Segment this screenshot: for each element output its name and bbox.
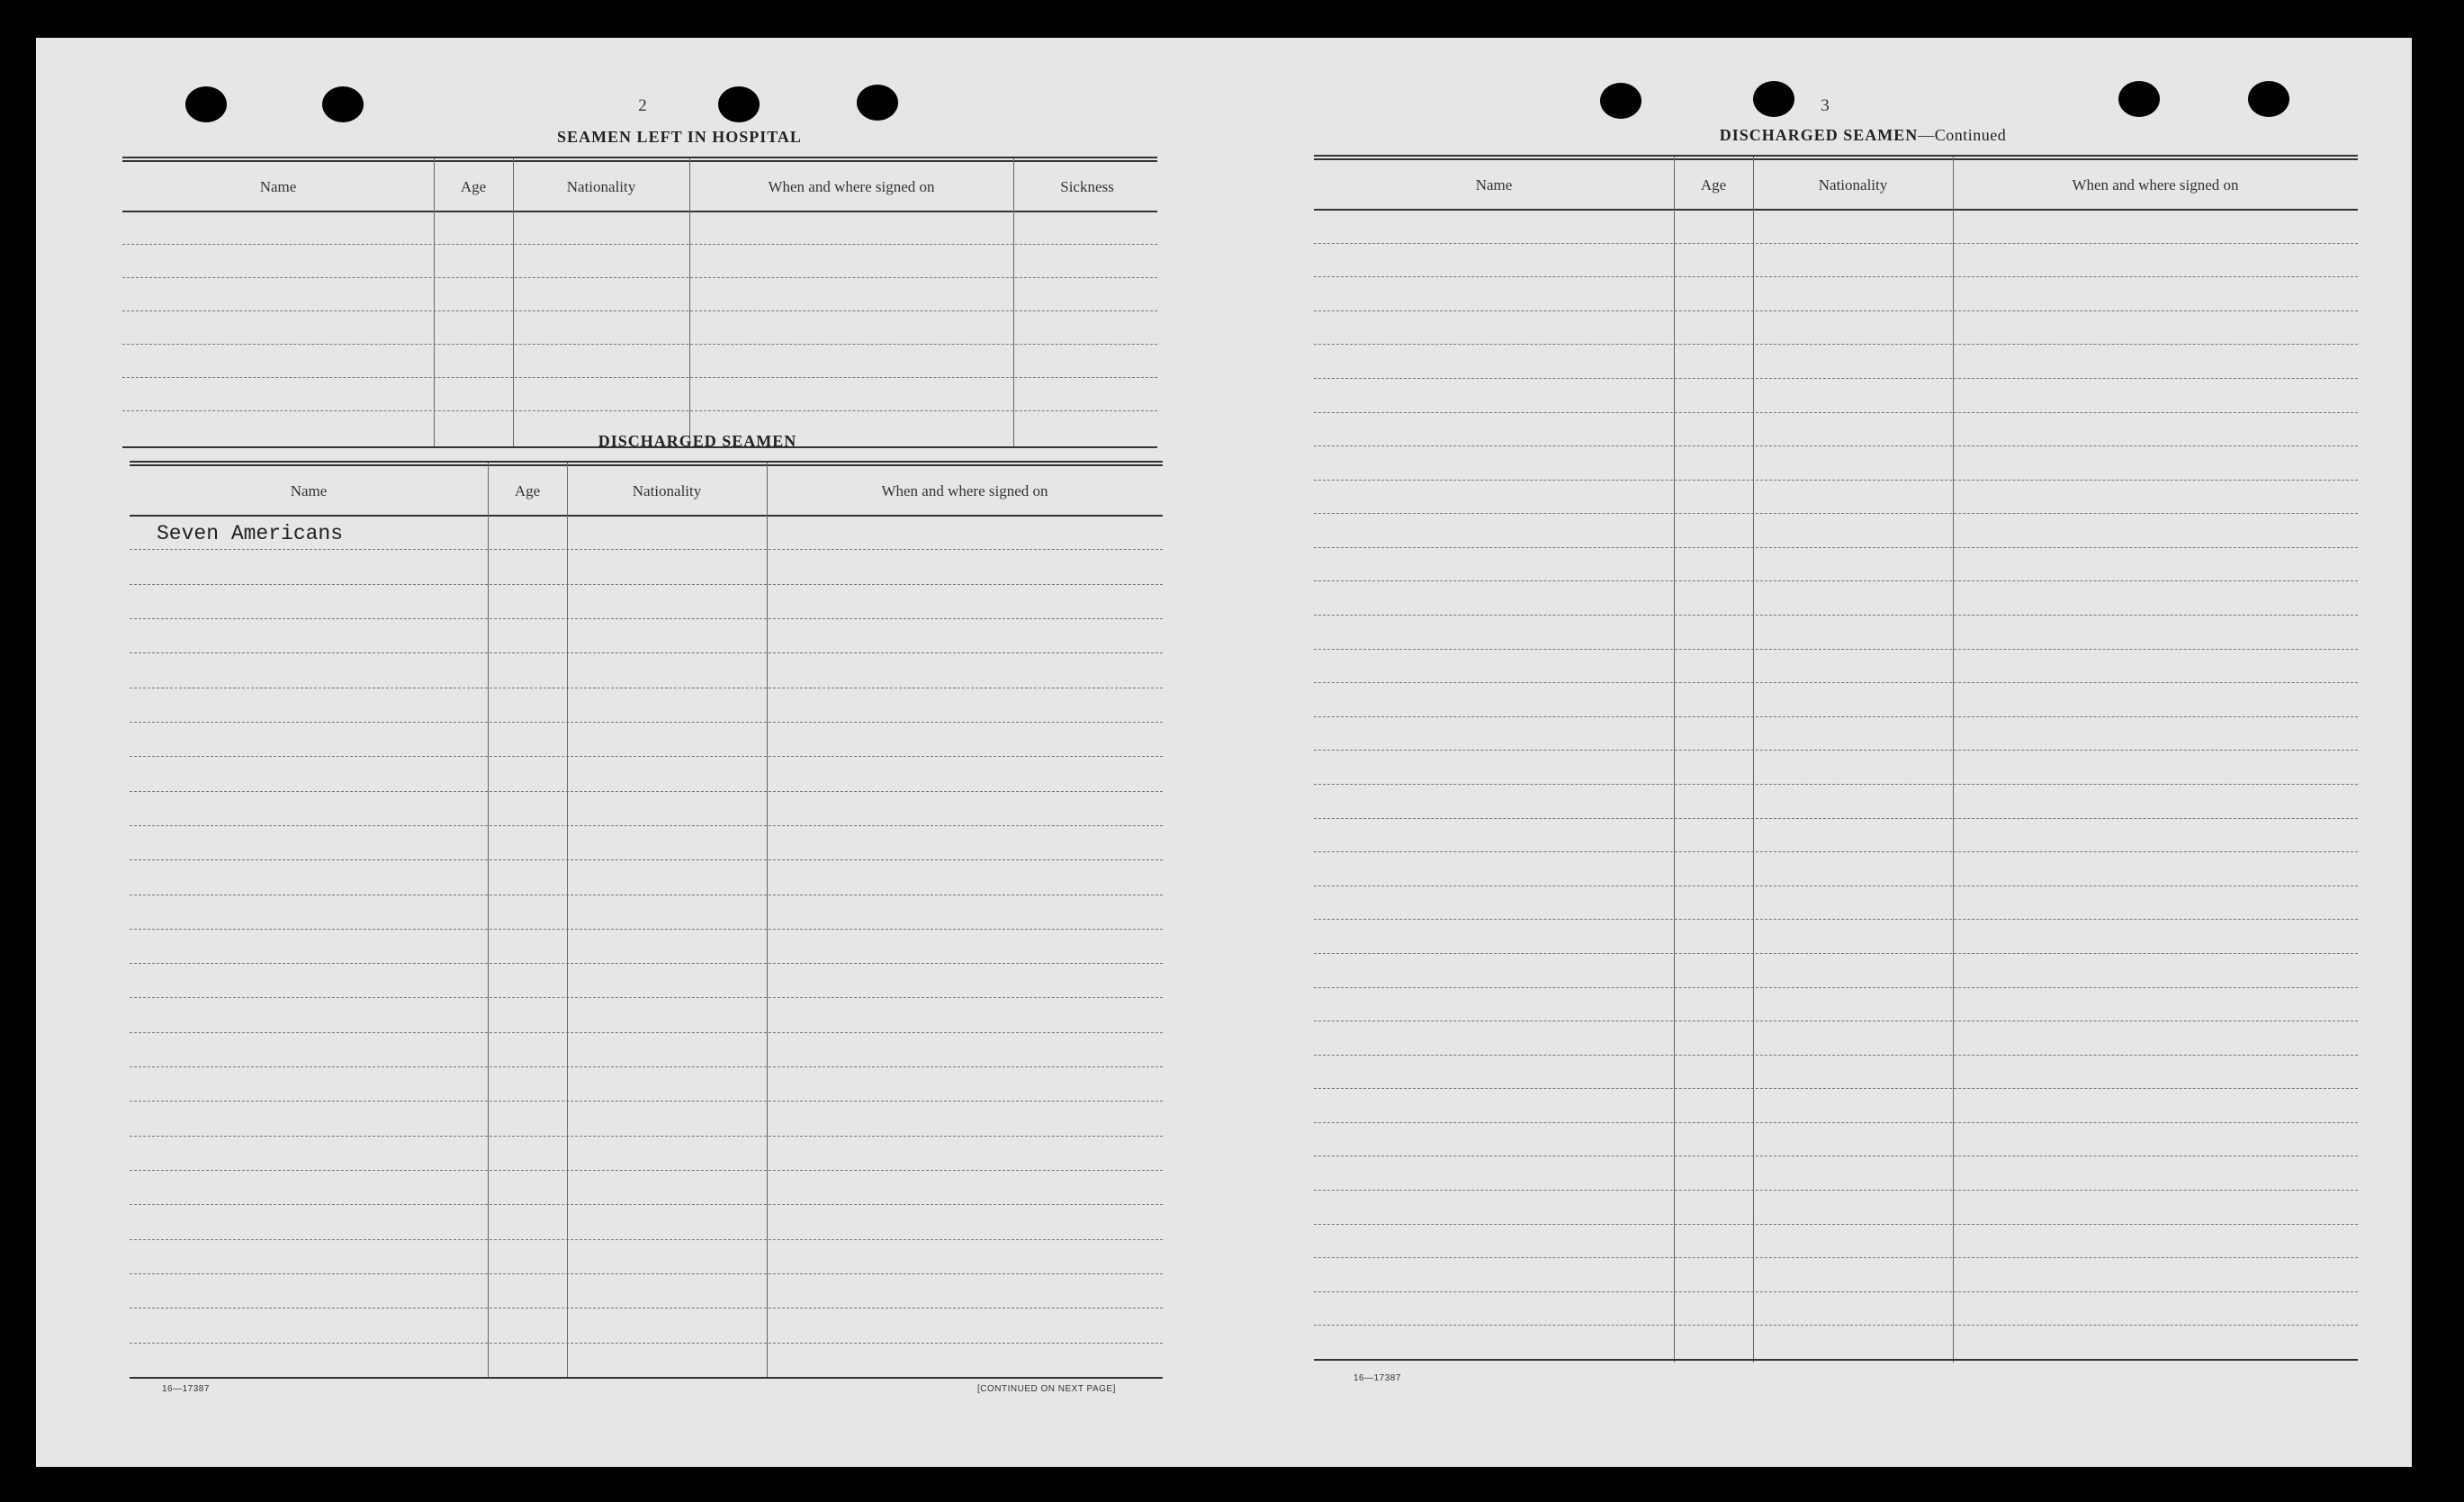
- row-rule: [1314, 310, 2358, 311]
- row-rule: [1314, 1190, 2358, 1191]
- punch-hole: [718, 86, 760, 122]
- punch-hole: [2248, 81, 2289, 117]
- hospital-table: [122, 157, 1157, 454]
- row-rule: [130, 1273, 1163, 1274]
- hospital-table-title: SEAMEN LEFT IN HOSPITAL: [557, 128, 802, 146]
- row-rule: [1314, 547, 2358, 548]
- row-rule: [1314, 480, 2358, 481]
- continued-suffix: —Continued: [1918, 126, 2007, 144]
- row-rule: [1314, 716, 2358, 717]
- row-rule: [130, 825, 1163, 826]
- row-rule: [1314, 276, 2358, 277]
- row-rule: [1314, 750, 2358, 751]
- row-rule: [130, 859, 1163, 860]
- row-rule: [1314, 682, 2358, 683]
- punch-hole: [2118, 81, 2160, 117]
- row-rule: [130, 1066, 1163, 1067]
- row-rule: [130, 997, 1163, 998]
- column-header-signed-on: When and where signed on: [768, 178, 935, 195]
- punch-hole: [322, 86, 364, 122]
- punch-hole: [1600, 83, 1641, 119]
- discharged-continued-title: [1602, 126, 2124, 145]
- row-rule: [1314, 445, 2358, 446]
- column-header-nationality: Nationality: [632, 482, 702, 499]
- document-sheet: [36, 38, 2412, 1467]
- row-rule: [130, 929, 1163, 930]
- column-header-name: Name: [1475, 176, 1513, 193]
- row-rule: [1314, 851, 2358, 852]
- punch-hole: [857, 85, 898, 121]
- row-rule: [1314, 818, 2358, 819]
- row-rule: [1314, 1122, 2358, 1123]
- row-rule: [130, 1101, 1163, 1102]
- row-rule: [1314, 919, 2358, 920]
- row-rule: [130, 756, 1163, 757]
- row-rule: [1314, 580, 2358, 581]
- row-rule: [1314, 243, 2358, 244]
- column-header-age: Age: [514, 482, 541, 499]
- row-rule: [1314, 784, 2358, 785]
- row-rule: [1314, 412, 2358, 413]
- row-rule: [130, 791, 1163, 792]
- row-rule: [1314, 1257, 2358, 1258]
- column-header-signed-on: When and where signed on: [2072, 176, 2239, 193]
- column-header-signed-on: When and where signed on: [881, 482, 1048, 499]
- discharged-table-right: [1314, 155, 2358, 1397]
- column-header-name: Name: [259, 178, 297, 195]
- row-rule: [130, 1239, 1163, 1240]
- row-rule: [1314, 1088, 2358, 1089]
- row-rule: [130, 584, 1163, 585]
- row-rule: [130, 1032, 1163, 1033]
- row-rule: [1314, 344, 2358, 345]
- column-header-age: Age: [1700, 176, 1727, 193]
- row-rule: [1314, 649, 2358, 650]
- row-rule: [1314, 513, 2358, 514]
- row-rule: [1314, 953, 2358, 954]
- row-rule: [130, 1136, 1163, 1137]
- discharged-table-left: [130, 461, 1163, 1415]
- page-number: 3: [1821, 96, 1830, 115]
- row-rule: [130, 1308, 1163, 1309]
- row-rule: [1314, 615, 2358, 616]
- row-rule: [130, 618, 1163, 619]
- row-rule: [1314, 1291, 2358, 1292]
- row-rule: [130, 549, 1163, 550]
- punch-hole: [1753, 81, 1794, 117]
- row-rule: [130, 1170, 1163, 1171]
- page-number: 2: [638, 96, 647, 115]
- continued-note: [CONTINUED ON NEXT PAGE]: [977, 1384, 1116, 1394]
- row-rule: [1314, 378, 2358, 379]
- row-rule: [1314, 1325, 2358, 1326]
- discharged-table-title: DISCHARGED SEAMEN: [598, 432, 797, 450]
- row-rule: [130, 1204, 1163, 1205]
- column-header-age: Age: [460, 178, 487, 195]
- column-header-nationality: Nationality: [566, 178, 636, 195]
- row-rule: [130, 1343, 1163, 1344]
- row-rule: [130, 652, 1163, 653]
- row-rule: [1314, 1224, 2358, 1225]
- form-number: 16—17387: [162, 1384, 210, 1394]
- discharged-continued-title-main: DISCHARGED SEAMEN: [1719, 126, 1919, 144]
- table-row-entry: Seven Americans: [157, 522, 344, 545]
- form-number: 16—17387: [1353, 1373, 1401, 1383]
- row-rule: [130, 963, 1163, 964]
- column-header-sickness: Sickness: [1060, 178, 1114, 195]
- column-header-nationality: Nationality: [1818, 176, 1888, 193]
- column-header-name: Name: [290, 482, 328, 499]
- row-rule: [1314, 1055, 2358, 1056]
- row-rule: [1314, 987, 2358, 988]
- row-rule: [130, 722, 1163, 723]
- punch-hole: [185, 86, 227, 122]
